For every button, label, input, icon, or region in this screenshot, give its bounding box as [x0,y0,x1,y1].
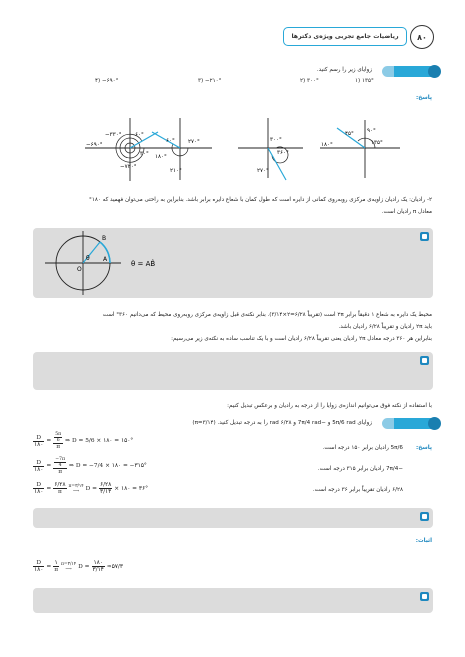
proof-label: اثبات: [415,538,432,544]
q1-option-2: ۲) ۳۰۰° [300,78,319,84]
note-box-3 [33,588,433,613]
note-box [33,352,433,390]
diagram-300 [238,118,303,180]
pin-icon [420,232,429,241]
label-minus-690: −۶۹۰° [86,142,103,148]
theta-formula: θ = AB̂ [131,260,156,268]
radian-figure-box [33,228,433,298]
conversion-answer-1: 5π/6 رادیان برابر ۱۵۰ درجه است. [322,445,403,451]
pin-icon [420,592,429,601]
theta: θ [86,255,90,262]
point-B: B [102,235,107,242]
point-O: O [77,266,82,273]
equation-3: $\frac{D}{۱۸۰}$ = $\frac{۶/۲۸}{\pi}$ π=۳/۱۴ ⟶ D = $\frac{۶/۲۸}{۳/۱۴}$ × ۱۸۰ = ۳۶° [34,482,148,495]
radian-definition: ۲- رادیان: یک رادیان زاویه‌ی مرکزی روبه‌روی کمانی از دایره است که طول کمان با شعاع دایره برابر باشد. بنابراین به راحتی می‌توان فهمید که ۱۸۰° [89,197,432,203]
point-A: A [103,256,108,263]
label-30: ۳۰° [140,151,149,157]
pin-icon [420,512,429,521]
book-title: ریاضیات جامع تجربی ویژه‌ی دکترها [283,27,407,46]
page-number: ۸۰ [410,25,434,49]
radian-definition-2: معادل π رادیان است. [381,209,432,215]
label-60: ۶۰° [135,132,144,138]
label-270: ۲۷۰° [257,168,269,174]
q1-prompt: زوایای زیر را رسم کنید. [316,67,372,73]
q1-answer-label: پاسخ: [416,95,432,101]
equation-2: $\frac{D}{۱۸۰}$ = $\frac{\frac{-7\pi}{4}}{\pi}$ ⇒ D = −7/4 × ۱۸۰ = −۳۱۵° [34,457,147,475]
label-360: ۳۶۰° [277,150,289,156]
diagram-135 [320,120,400,178]
q1-option-3: ۳) −۲۱۰° [198,78,222,84]
conversion-prompt: زوایای 5π/6 rad و −7π/4 rad و ۶/۲۸ rad را به درجه تبدیل کنید. (π=۳/۱۴) [192,420,372,426]
question-tag [392,66,438,77]
q1-option-4: ۴) −۶۹۰° [95,78,119,84]
label-210: ۲۱۰° [170,168,182,174]
radian-para-1: محیط یک دایره به شعاع ۱ دقیقاً برابر ۲π است (تقریباً ۶/۲۸=۲×۳/۱۴). بنابر نکته‌ی قبل زاویه‌ی مرکزی روبه‌روی محیط که می‌دانیم ۳۶۰° است [102,312,432,318]
conversion-answer-3: ۶/۲۸ رادیان تقریباً برابر ۳۶ درجه است. [312,487,403,493]
radian-circle-diagram [33,228,233,298]
label-45: ۴۵° [345,131,354,137]
conversion-answer-2: −7π/4 رادیان برابر ۳۱۵ درجه است. [317,466,403,472]
radian-para-2: باید ۲π رادیان و تقریباً ۶/۲۸ رادیان باشد. [338,324,432,330]
label-300: ۳۰۰° [270,137,282,143]
diagram-minus-210 [152,118,212,180]
pin-icon [420,356,429,365]
conversion-answer-label: پاسخ: [416,445,432,451]
label-270: ۲۷۰° [188,139,200,145]
conversion-intro: با استفاده از نکته فوق می‌توانیم اندازه‌ی زوایا را از درجه به رادیان و برعکس تبدیل کنیم: [227,403,432,409]
label-60: ۶۰° [166,138,175,144]
label-135: ۱۳۵° [371,140,383,146]
proof-equation: $\frac{D}{۱۸۰}$ = $\frac{۱}{\pi}$ π=۳/۱۴ ⟶ D = $\frac{۱۸۰}{۳/۱۴}$ ≈۵۷/۳ [34,560,123,573]
label-90: ۹۰° [367,128,376,134]
label-minus-720: −۷۲۰° [120,164,137,170]
equation-1: $\frac{D}{۱۸۰}$ = $\frac{\frac{5\pi}{6}}{\pi}$ ⇒ D = 5/6 × ۱۸۰ = ۱۵۰° [34,432,134,450]
radian-para-3: بنابراین هر ۳۶۰ درجه معادل ۲π رادیان یعنی تقریباً ۶/۲۸ رادیان است و با یک تناسب ساده به نکته‌ی زیر می‌رسیم: [171,336,432,342]
label-minus-330: −۳۳۰° [105,132,122,138]
question-tag-2 [392,418,438,429]
note-box-2 [33,508,433,528]
diagram-minus-690 [85,118,170,181]
label-180: ۱۸۰° [321,142,333,148]
label-180: ۱۸۰° [155,154,167,160]
angle-diagrams [40,105,435,185]
q1-option-1: ۱) ۱۳۵° [355,78,374,84]
